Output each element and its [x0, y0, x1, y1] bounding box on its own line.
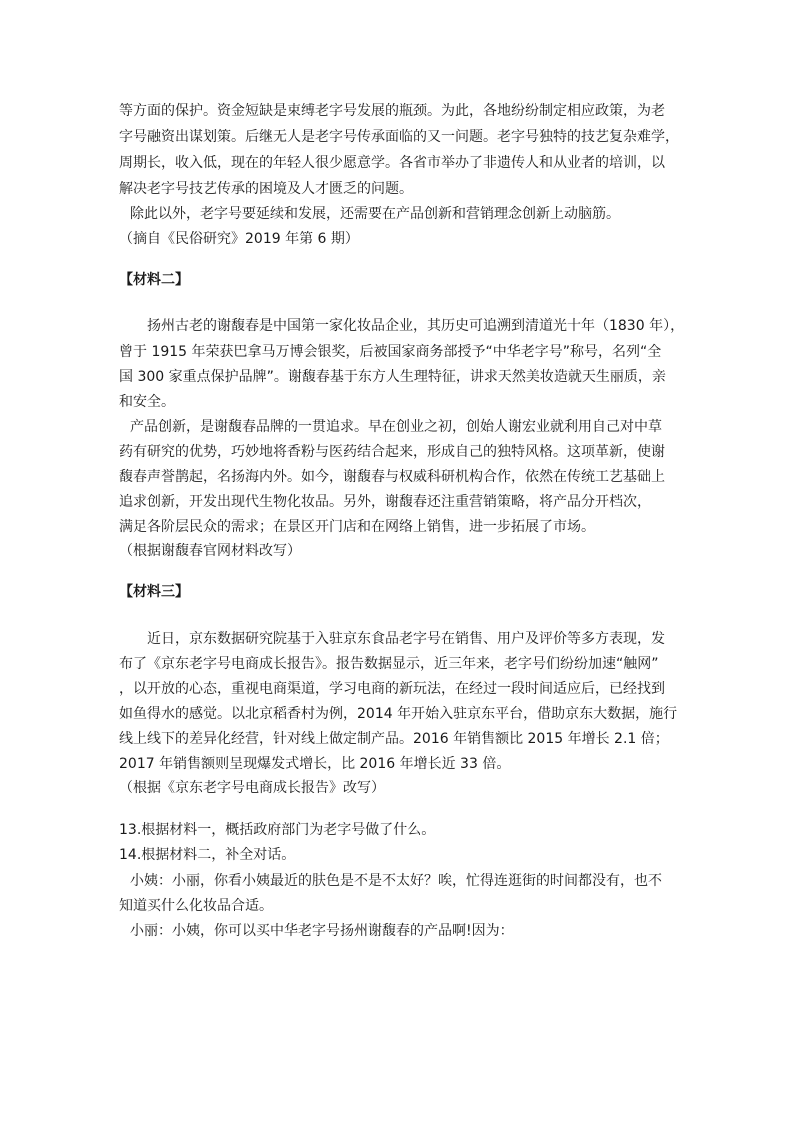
- paragraph-line: 追求创新，开发出现代生物化妆品。另外，谢馥春还注重营销策略，将产品分开档次，: [119, 494, 651, 510]
- section-heading: 【材料三】: [119, 584, 189, 600]
- paragraph-line: 2017 年销售额则呈现爆发式增长，比 2016 年增长近 33 倍。: [119, 756, 511, 772]
- paragraph-line: 近日，京东数据研究院基于入驻京东食品老字号在销售、用户及评价等多方表现，发: [147, 631, 665, 647]
- paragraph-line: 等方面的保护。资金短缺是束缚老字号发展的瓶颈。为此，各地纷纷制定相应政策，为老: [119, 103, 665, 119]
- paragraph-line: 药有研究的优势，巧妙地将香粉与医药结合起来，形成自己的独特风格。这项革新，使谢: [119, 444, 665, 460]
- paragraph-line: 解决老字号技艺传承的困境及人才匮乏的问题。: [119, 181, 413, 197]
- section-heading: 【材料二】: [119, 272, 189, 288]
- paragraph-line: 线上线下的差异化经营，针对线上做定制产品。2016 年销售额比 2015 年增长 2.1 倍；: [119, 731, 669, 747]
- paragraph-line: 字号融资出谋划策。后继无人是老字号传承面临的又一问题。老字号独特的技艺复杂难学，: [119, 129, 679, 145]
- paragraph-line: 除此以外，老字号要延续和发展，还需要在产品创新和营销理念创新上动脑筋。: [130, 206, 620, 222]
- paragraph-line: 周期长，收入低，现在的年轻人很少愿意学。各省市举办了非遗传人和从业者的培训，以: [119, 155, 665, 171]
- question-14: 14.根据材料二，补全对话。: [119, 847, 296, 863]
- paragraph-line: 扬州古老的谢馥春是中国第一家化妆品企业，其历史可追溯到清道光十年（1830 年），: [147, 318, 685, 334]
- source-citation: （根据谢馥春官网材料改写）: [119, 543, 301, 559]
- paragraph-line: 曾于 1915 年荣获巴拿马万博会银奖，后被国家商务部授予“中华老字号”称号，名列“全: [119, 344, 662, 360]
- paragraph-line: 满足各阶层民众的需求；在景区开门店和在网络上销售，进一步拓展了市场。: [119, 519, 595, 535]
- dialogue-line: 小丽：小姨，你可以买中华老字号扬州谢馥春的产品啊!因为：: [130, 923, 514, 939]
- dialogue-line: 知道买什么化妆品合适。: [119, 898, 273, 914]
- paragraph-line: 如鱼得水的感觉。以北京稻香村为例，2014 年开始入驻京东平台，借助京东大数据，施行: [119, 706, 678, 722]
- source-citation: （摘自《民俗研究》2019 年第 6 期）: [119, 231, 359, 247]
- dialogue-line: 小姨：小丽，你看小姨最近的肤色是不是不太好？唉，忙得连逛街的时间都没有，也不: [130, 873, 662, 889]
- source-citation: （根据《京东老字号电商成长报告》改写）: [119, 780, 385, 796]
- paragraph-line: 国 300 家重点保护品牌”。谢馥春基于东方人生理特征，讲求天然美妆造就天生丽质，亲: [119, 369, 666, 385]
- paragraph-line: 和安全。: [119, 394, 175, 410]
- paragraph-line: 布了《京东老字号电商成长报告》。报告数据显示，近三年来，老字号们纷纷加速“触网”: [119, 656, 659, 672]
- paragraph-line: 馥春声誉鹊起，名扬海内外。如今，谢馥春与权威科研机构合作，依然在传统工艺基础上: [119, 469, 665, 485]
- paragraph-line: ，以开放的心态，重视电商渠道，学习电商的新玩法，在经过一段时间适应后，已经找到: [119, 681, 665, 697]
- paragraph-line: 产品创新，是谢馥春品牌的一贯追求。早在创业之初，创始人谢宏业就利用自己对中草: [130, 419, 662, 435]
- question-13: 13.根据材料一，概括政府部门为老字号做了什么。: [119, 822, 436, 838]
